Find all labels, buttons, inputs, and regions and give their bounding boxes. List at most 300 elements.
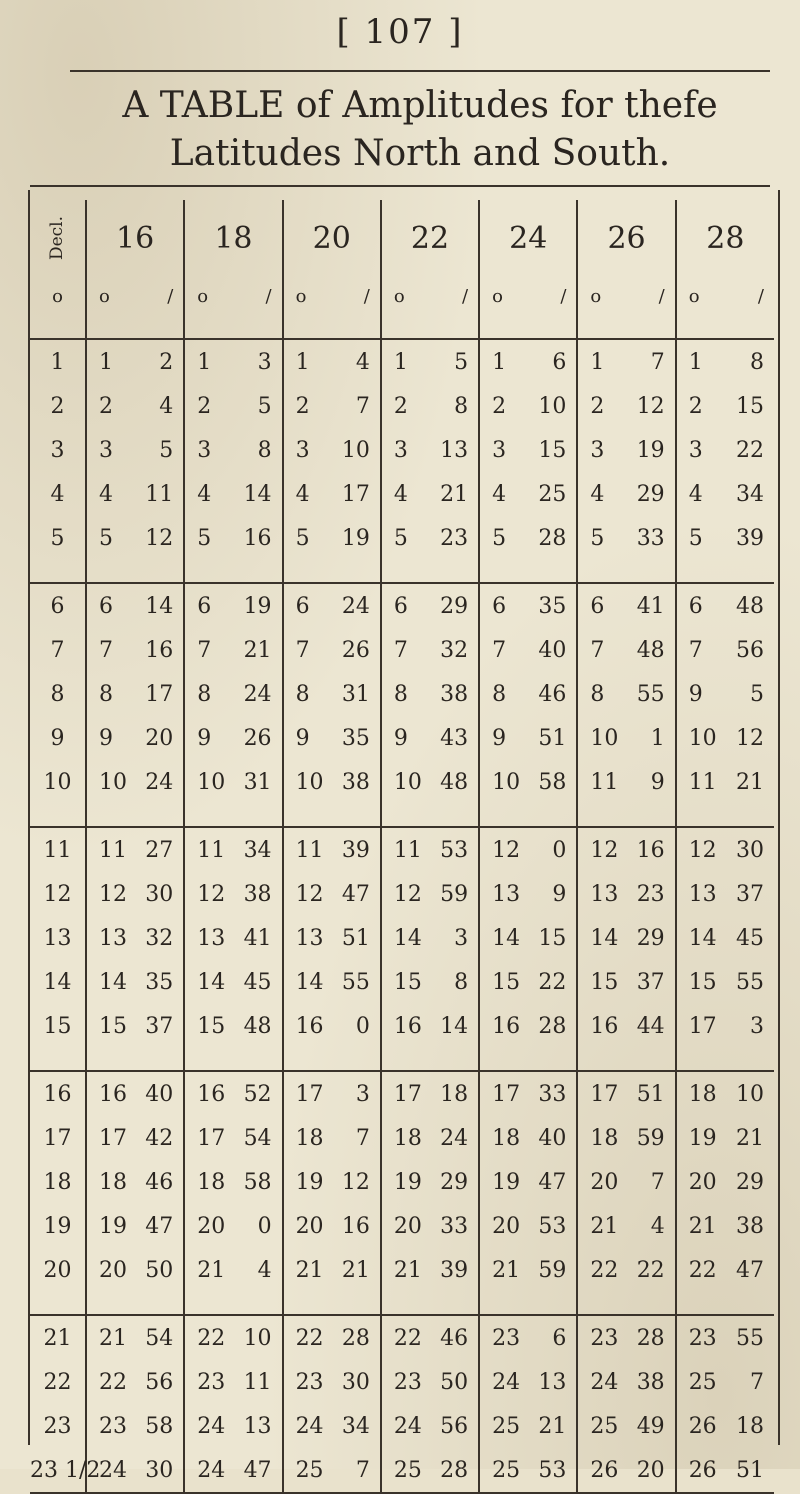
amplitude-minutes: 37 (145, 1013, 174, 1039)
amplitude-minutes: 35 (538, 593, 567, 619)
amplitude-minutes: 58 (145, 1413, 174, 1439)
amplitude-cell (381, 628, 479, 672)
amplitude-degrees: 15 (197, 1013, 226, 1039)
amplitude-minutes: 58 (538, 769, 567, 795)
amplitude-degrees: 16 (393, 1013, 422, 1039)
amplitude-cell (676, 384, 774, 428)
amplitude-degrees: 3 (590, 437, 605, 463)
amplitude-cell (479, 760, 577, 804)
amplitude-degrees: 23 (295, 1369, 324, 1395)
amplitude-cell (86, 384, 184, 428)
amplitude-cell (381, 472, 479, 516)
declination-header (30, 200, 86, 276)
amplitude-degrees: 17 (590, 1081, 619, 1107)
amplitude-cell (184, 1360, 282, 1404)
amplitude-minutes: 2 (159, 349, 174, 375)
amplitude-degrees: 16 (197, 1081, 226, 1107)
amplitude-minutes: 31 (341, 681, 370, 707)
amplitude-minutes: 7 (355, 1125, 370, 1151)
amplitude-minutes: 29 (440, 593, 469, 619)
amplitude-degrees: 22 (590, 1257, 619, 1283)
amplitude-cell (86, 339, 184, 384)
amplitude-cell (86, 672, 184, 716)
amplitude-degrees: 9 (492, 725, 507, 751)
amplitude-minutes: 38 (440, 681, 469, 707)
amplitude-cell (577, 716, 675, 760)
amplitude-degrees: 24 (197, 1457, 226, 1483)
amplitude-degrees: 21 (197, 1257, 226, 1283)
amplitude-minutes: 26 (243, 725, 272, 751)
amplitude-degrees: 5 (688, 525, 703, 551)
amplitude-degrees: 6 (99, 593, 113, 619)
amplitude-cell (577, 960, 675, 1004)
amplitude-cell (479, 384, 577, 428)
amplitude-degrees: 2 (393, 393, 408, 419)
amplitude-minutes: 47 (243, 1457, 272, 1483)
amplitude-minutes: 12 (636, 393, 665, 419)
amplitude-cell (479, 628, 577, 672)
amplitude-degrees: 26 (590, 1457, 619, 1483)
table-row (30, 428, 774, 472)
amplitude-minutes: 9 (650, 769, 665, 795)
amplitude-minutes: 51 (538, 725, 567, 751)
amplitude-degrees: 18 (295, 1125, 324, 1151)
amplitude-cell (283, 1160, 381, 1204)
amplitude-degrees: 16 (492, 1013, 521, 1039)
amplitude-minutes: 56 (440, 1413, 469, 1439)
amplitude-degrees: 25 (393, 1457, 422, 1483)
amplitude-degrees: 20 (393, 1213, 422, 1239)
amplitude-minutes: 17 (145, 681, 174, 707)
amplitude-minutes: 24 (341, 593, 370, 619)
amplitude-cell (676, 1448, 774, 1493)
declination-value: 4 (50, 481, 65, 507)
amplitude-degrees: 20 (295, 1213, 324, 1239)
amplitude-cell (184, 516, 282, 560)
amplitude-minutes: 22 (736, 437, 764, 463)
amplitude-cell (479, 1248, 577, 1292)
amplitude-cell (577, 1248, 675, 1292)
amplitude-cell (479, 916, 577, 960)
amplitude-cell (381, 916, 479, 960)
amplitude-cell (381, 384, 479, 428)
amplitude-degrees: 3 (99, 437, 113, 463)
amplitude-degrees: 4 (99, 481, 113, 507)
table-row (30, 1448, 774, 1493)
amplitude-minutes: 56 (145, 1369, 174, 1395)
amplitude-minutes: 47 (538, 1169, 567, 1195)
declination-value: 16 (43, 1081, 72, 1107)
amplitude-minutes: 48 (243, 1013, 272, 1039)
amplitude-cell (676, 760, 774, 804)
amplitude-degrees: 18 (688, 1081, 717, 1107)
amplitude-cell (86, 1116, 184, 1160)
amplitude-cell (283, 1315, 381, 1360)
amplitude-minutes: 28 (636, 1325, 665, 1351)
amplitude-minutes: 26 (341, 637, 370, 663)
amplitude-minutes: 17 (341, 481, 370, 507)
unit-degree: o (99, 285, 110, 307)
amplitude-minutes: 53 (538, 1457, 567, 1483)
amplitude-minutes: 29 (636, 925, 665, 951)
amplitude-minutes: 8 (454, 969, 469, 995)
declination-value: 14 (43, 969, 72, 995)
amplitude-cell (184, 428, 282, 472)
amplitude-minutes: 7 (355, 393, 370, 419)
amplitude-cell (283, 472, 381, 516)
amplitude-degrees: 8 (99, 681, 113, 707)
amplitude-minutes: 30 (736, 837, 764, 863)
amplitude-cell (184, 1448, 282, 1493)
amplitude-minutes: 4 (355, 349, 370, 375)
amplitude-cell (283, 1404, 381, 1448)
amplitude-minutes: 34 (243, 837, 272, 863)
amplitude-minutes: 5 (159, 437, 174, 463)
amplitude-degrees: 9 (393, 725, 408, 751)
amplitude-cell (479, 1404, 577, 1448)
amplitude-cell (676, 339, 774, 384)
amplitude-cell (676, 516, 774, 560)
amplitude-cell (86, 827, 184, 872)
amplitude-cell (676, 583, 774, 628)
amplitude-degrees: 8 (393, 681, 408, 707)
amplitude-cell (479, 827, 577, 872)
amplitude-degrees: 10 (688, 725, 717, 751)
amplitude-minutes: 33 (440, 1213, 469, 1239)
amplitude-degrees: 23 (492, 1325, 521, 1351)
amplitude-minutes: 10 (736, 1081, 764, 1107)
unit-degree-label: o (52, 285, 63, 307)
amplitude-cell (86, 760, 184, 804)
amplitude-cell (86, 1448, 184, 1493)
amplitude-minutes: 35 (341, 725, 370, 751)
amplitude-cell (283, 960, 381, 1004)
amplitude-degrees: 11 (295, 837, 324, 863)
amplitude-degrees: 22 (688, 1257, 717, 1283)
amplitude-minutes: 0 (257, 1213, 272, 1239)
amplitude-minutes: 15 (538, 925, 567, 951)
amplitude-cell (86, 1160, 184, 1204)
amplitude-minutes: 29 (636, 481, 665, 507)
amplitude-minutes: 59 (636, 1125, 665, 1151)
amplitude-degrees: 18 (197, 1169, 226, 1195)
amplitude-cell (184, 672, 282, 716)
latitude-header: 26 (577, 200, 675, 276)
amplitude-minutes: 44 (636, 1013, 665, 1039)
amplitude-minutes: 28 (341, 1325, 370, 1351)
amplitude-degrees: 6 (197, 593, 212, 619)
amplitude-minutes: 13 (440, 437, 469, 463)
amplitude-degrees: 1 (688, 349, 703, 375)
amplitude-minutes: 23 (440, 525, 469, 551)
amplitude-cell (86, 1248, 184, 1292)
declination-value: 3 (50, 437, 65, 463)
amplitude-cell (381, 827, 479, 872)
amplitude-cell (676, 916, 774, 960)
amplitude-minutes: 42 (145, 1125, 174, 1151)
amplitude-degrees: 14 (295, 969, 324, 995)
unit-degree: o (688, 285, 700, 307)
amplitude-minutes: 55 (736, 969, 764, 995)
amplitude-minutes: 30 (145, 881, 174, 907)
amplitude-cell (283, 1448, 381, 1493)
amplitude-minutes: 21 (538, 1413, 567, 1439)
amplitude-minutes: 29 (440, 1169, 469, 1195)
amplitude-cell (86, 1360, 184, 1404)
amplitude-minutes: 12 (736, 725, 764, 751)
amplitude-degrees: 14 (688, 925, 717, 951)
amplitude-minutes: 8 (454, 393, 469, 419)
amplitude-minutes: 34 (341, 1413, 370, 1439)
amplitude-minutes: 12 (341, 1169, 370, 1195)
amplitude-degrees: 16 (295, 1013, 324, 1039)
amplitude-minutes: 54 (243, 1125, 272, 1151)
amplitude-minutes: 14 (440, 1013, 469, 1039)
amplitude-degrees: 20 (688, 1169, 717, 1195)
amplitude-degrees: 14 (492, 925, 521, 951)
table-row (30, 339, 774, 384)
amplitude-cell (184, 384, 282, 428)
amplitude-cell (184, 1004, 282, 1048)
amplitude-cell (283, 916, 381, 960)
amplitude-cell (283, 628, 381, 672)
amplitude-cell (184, 628, 282, 672)
amplitude-degrees: 24 (99, 1457, 127, 1483)
declination-value: 6 (50, 593, 65, 619)
amplitude-minutes: 19 (341, 525, 370, 551)
amplitude-cell (86, 960, 184, 1004)
amplitude-degrees: 8 (590, 681, 605, 707)
amplitude-minutes: 43 (440, 725, 469, 751)
amplitude-degrees: 20 (99, 1257, 127, 1283)
amplitude-degrees: 13 (197, 925, 226, 951)
amplitude-degrees: 2 (295, 393, 310, 419)
amplitude-cell (184, 339, 282, 384)
amplitude-minutes: 11 (145, 481, 174, 507)
amplitude-degrees: 2 (492, 393, 507, 419)
amplitude-minutes: 15 (538, 437, 567, 463)
amplitude-degrees: 7 (492, 637, 507, 663)
amplitude-minutes: 3 (750, 1013, 764, 1039)
amplitude-cell (86, 1071, 184, 1116)
amplitude-cell (86, 428, 184, 472)
amplitude-degrees: 19 (393, 1169, 422, 1195)
amplitude-degrees: 19 (688, 1125, 717, 1151)
amplitude-cell (577, 1404, 675, 1448)
amplitude-cell (577, 472, 675, 516)
amplitude-cell (184, 1248, 282, 1292)
amplitude-degrees: 5 (99, 525, 113, 551)
amplitude-cell (184, 1116, 282, 1160)
amplitude-degrees: 10 (99, 769, 127, 795)
amplitude-cell (676, 428, 774, 472)
amplitude-cell (283, 827, 381, 872)
amplitude-minutes: 53 (538, 1213, 567, 1239)
amplitude-minutes: 59 (538, 1257, 567, 1283)
amplitude-degrees: 20 (590, 1169, 619, 1195)
amplitude-degrees: 9 (295, 725, 310, 751)
amplitude-minutes: 3 (454, 925, 469, 951)
amplitude-degrees: 2 (688, 393, 703, 419)
amplitude-minutes: 1 (650, 725, 665, 751)
amplitude-degrees: 4 (393, 481, 408, 507)
amplitude-cell (86, 1315, 184, 1360)
group-separator (30, 804, 774, 827)
amplitude-minutes: 7 (750, 1369, 764, 1395)
amplitude-degrees: 24 (393, 1413, 422, 1439)
amplitude-minutes: 47 (736, 1257, 764, 1283)
amplitude-degrees: 5 (492, 525, 507, 551)
amplitude-minutes: 4 (650, 1213, 665, 1239)
amplitude-minutes: 24 (440, 1125, 469, 1151)
amplitude-minutes: 11 (243, 1369, 272, 1395)
amplitude-degrees: 18 (393, 1125, 422, 1151)
amplitude-minutes: 45 (736, 925, 764, 951)
amplitude-cell (676, 872, 774, 916)
amplitude-degrees: 7 (688, 637, 703, 663)
amplitude-degrees: 5 (393, 525, 408, 551)
amplitude-cell (577, 1448, 675, 1493)
amplitude-cell (381, 1448, 479, 1493)
amplitude-degrees: 25 (492, 1457, 521, 1483)
table-row (30, 1360, 774, 1404)
amplitude-degrees: 13 (99, 925, 127, 951)
amplitude-degrees: 13 (590, 881, 619, 907)
amplitude-degrees: 17 (99, 1125, 127, 1151)
amplitude-cell (577, 916, 675, 960)
declination-value: 11 (43, 837, 72, 863)
amplitude-minutes: 32 (145, 925, 174, 951)
amplitude-degrees: 8 (295, 681, 310, 707)
amplitude-minutes: 9 (552, 881, 567, 907)
amplitude-cell (577, 1160, 675, 1204)
amplitude-minutes: 10 (341, 437, 370, 463)
table-row (30, 827, 774, 872)
amplitude-degrees: 12 (393, 881, 422, 907)
amplitude-cell (283, 1360, 381, 1404)
amplitude-cell (577, 583, 675, 628)
latitude-header: 22 (381, 200, 479, 276)
amplitude-minutes: 6 (552, 1325, 567, 1351)
amplitude-cell (577, 1071, 675, 1116)
amplitude-degrees: 18 (590, 1125, 619, 1151)
amplitude-minutes: 45 (243, 969, 272, 995)
amplitude-degrees: 19 (295, 1169, 324, 1195)
amplitude-degrees: 1 (393, 349, 408, 375)
unit-cell (184, 276, 282, 316)
amplitude-degrees: 7 (197, 637, 212, 663)
amplitude-degrees: 12 (688, 837, 717, 863)
page-number: [ 107 ] (336, 12, 464, 52)
amplitude-cell (283, 872, 381, 916)
amplitude-cell (86, 1204, 184, 1248)
amplitude-minutes: 5 (257, 393, 272, 419)
amplitude-minutes: 59 (440, 881, 469, 907)
amplitude-degrees: 25 (688, 1369, 717, 1395)
amplitude-minutes: 5 (454, 349, 469, 375)
amplitude-cell (577, 516, 675, 560)
amplitude-degrees: 23 (99, 1413, 127, 1439)
amplitude-minutes: 41 (243, 925, 272, 951)
amplitude-degrees: 7 (590, 637, 605, 663)
amplitude-minutes: 24 (243, 681, 272, 707)
table-row (30, 1204, 774, 1248)
amplitude-cell (479, 583, 577, 628)
amplitude-cell (283, 516, 381, 560)
amplitude-minutes: 52 (243, 1081, 272, 1107)
table-row (30, 760, 774, 804)
amplitude-degrees: 11 (197, 837, 226, 863)
amplitude-cell (676, 1160, 774, 1204)
amplitude-degrees: 1 (590, 349, 605, 375)
amplitude-degrees: 19 (99, 1213, 127, 1239)
amplitude-cell (381, 872, 479, 916)
amplitude-minutes: 13 (243, 1413, 272, 1439)
amplitude-cell (283, 339, 381, 384)
declination-value: 10 (43, 769, 72, 795)
amplitude-degrees: 11 (688, 769, 717, 795)
unit-minute: / (658, 285, 665, 307)
table-row (30, 472, 774, 516)
amplitude-minutes: 58 (243, 1169, 272, 1195)
amplitude-degrees: 23 (688, 1325, 717, 1351)
amplitude-minutes: 8 (257, 437, 272, 463)
amplitude-cell (676, 960, 774, 1004)
amplitude-minutes: 16 (341, 1213, 370, 1239)
amplitude-minutes: 18 (440, 1081, 469, 1107)
table-row (30, 516, 774, 560)
latitude-header: 20 (283, 200, 381, 276)
amplitude-cell (283, 1204, 381, 1248)
amplitude-minutes: 46 (440, 1325, 469, 1351)
amplitude-cell (283, 1004, 381, 1048)
amplitude-degrees: 23 (393, 1369, 422, 1395)
amplitude-cell (86, 716, 184, 760)
amplitude-cell (479, 428, 577, 472)
amplitude-degrees: 3 (393, 437, 408, 463)
amplitude-minutes: 25 (538, 481, 567, 507)
amplitude-cell (381, 1071, 479, 1116)
amplitude-degrees: 2 (590, 393, 605, 419)
amplitude-cell (184, 760, 282, 804)
amplitude-minutes: 40 (538, 637, 567, 663)
amplitude-cell (676, 1004, 774, 1048)
declination-value: 23 (43, 1413, 72, 1439)
amplitude-minutes: 3 (257, 349, 272, 375)
amplitude-minutes: 3 (355, 1081, 370, 1107)
amplitude-cell (86, 516, 184, 560)
amplitude-cell (577, 872, 675, 916)
amplitude-degrees: 4 (197, 481, 212, 507)
declination-value: 17 (43, 1125, 72, 1151)
amplitude-minutes: 28 (538, 525, 567, 551)
amplitude-minutes: 4 (257, 1257, 272, 1283)
amplitude-degrees: 7 (295, 637, 310, 663)
amplitude-minutes: 48 (736, 593, 764, 619)
amplitude-degrees: 23 (197, 1369, 226, 1395)
amplitude-degrees: 21 (492, 1257, 521, 1283)
amplitude-cell (184, 827, 282, 872)
amplitude-degrees: 10 (590, 725, 619, 751)
declination-value: 15 (43, 1013, 72, 1039)
table-row (30, 1004, 774, 1048)
amplitude-minutes: 21 (736, 769, 764, 795)
amplitude-cell (577, 1004, 675, 1048)
amplitude-degrees: 13 (688, 881, 717, 907)
amplitude-cell (381, 339, 479, 384)
amplitude-cell (479, 672, 577, 716)
amplitude-degrees: 11 (99, 837, 127, 863)
